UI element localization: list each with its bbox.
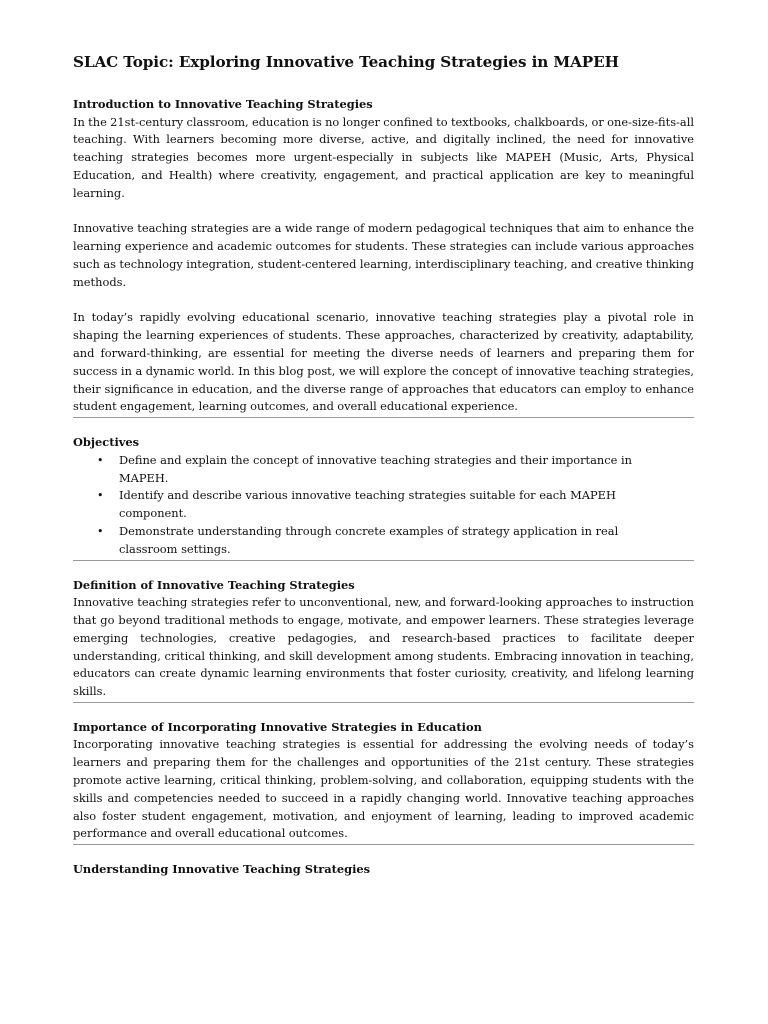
bullet-icon: • [97, 489, 104, 503]
bullet-icon: • [97, 524, 104, 538]
objectives-list [73, 452, 694, 559]
importance-section [73, 719, 694, 845]
importance-paragraph: Incorporating innovative teaching strategies is essential for addressing the evolving needs of today’s learners and preparing them for the challenges and opportunities of the 21st century. These strategies promote active learning, critical thinking, problem-solving, and collaboration, equipping students with the skills and competencies needed to succeed in a rapidly changing world. Innovative teaching approaches also foster student engagement, motivation, and enjoyment of learning, leading to improved academic performance and overall educational outcomes. [73, 737, 694, 841]
understanding-section [73, 861, 694, 880]
bullet-icon: • [97, 453, 104, 467]
definition-paragraph: Innovative teaching strategies refer to unconventional, new, and forward-looking approaches to instruction that go beyond traditional methods to engage, motivate, and empower learners. These strategies leverage emerging technologies, creative pedagogies, and research-based practices to facilitate deeper understanding, critical thinking, and skill development among students. Embracing innovation in teaching, educators can create dynamic learning environments that foster curiosity, creativity, and lifelong learning skills. [73, 595, 694, 699]
objective-text: Define and explain the concept of innovative teaching strategies and their importance in MAPEH. [119, 452, 632, 485]
introduction-heading: Introduction to Innovative Teaching Strategies [73, 97, 373, 111]
introduction-paragraph-2: Innovative teaching strategies are a wide range of modern pedagogical techniques that aim to enhance the learning experience and academic outcomes for students. These strategies can include various approaches such as technology integration, student-centered learning, interdisciplinary teaching, and creative thinking methods. [73, 221, 694, 289]
list-item [73, 452, 694, 488]
list-item [73, 523, 694, 559]
understanding-heading: Understanding Innovative Teaching Strategies [73, 862, 371, 877]
definition-section [73, 577, 694, 703]
importance-heading: Importance of Incorporating Innovative Strategies in Education [73, 719, 482, 734]
objective-text: Identify and describe various innovative teaching strategies suitable for each MAPEH component. [119, 488, 616, 521]
introduction-paragraph-1: In the 21st-century classroom, education is no longer confined to textbooks, chalkboards, or one-size-fits-all teaching. With learners becoming more diverse, active, and digitally inclined, the need for innovative teaching strategies becomes more urgent-especially in subjects like MAPEH (Music, Arts, Physical Education, and Health) where creativity, engagement, and practical application are key to meaningful learning. [73, 114, 694, 200]
introduction-section [73, 96, 694, 418]
objectives-heading: Objectives [73, 435, 140, 450]
objectives-section [73, 434, 694, 560]
document-page [73, 52, 694, 896]
document-title: SLAC Topic: Exploring Innovative Teaching Strategies in MAPEH [73, 53, 619, 71]
list-item [73, 487, 694, 523]
definition-heading: Definition of Innovative Teaching Strategies [73, 577, 355, 592]
introduction-paragraph-3: In today’s rapidly evolving educational scenario, innovative teaching strategies play a pivotal role in shaping the learning experiences of students. These approaches, characterized by creativity, adaptability, and forward-thinking, are essential for meeting the diverse needs of learners and preparing them for success in a dynamic world. In this blog post, we will explore the concept of innovative teaching strategies, their significance in education, and the diverse range of approaches that educators can employ to enhance student engagement, learning outcomes, and overall educational experience. [73, 310, 694, 414]
objective-text: Demonstrate understanding through concrete examples of strategy application in real classroom settings. [119, 523, 619, 556]
